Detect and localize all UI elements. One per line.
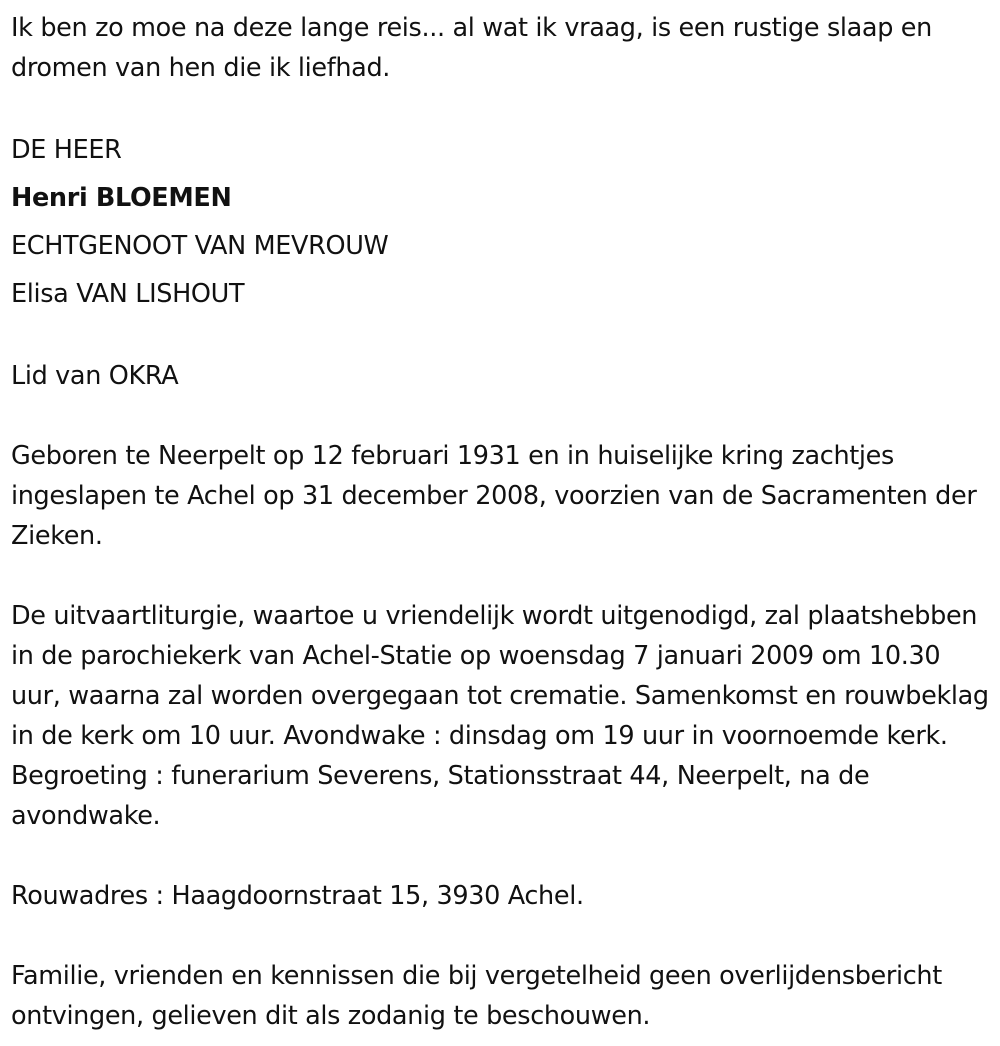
relation-text: ECHTGENOOT VAN MEVROUW: [11, 231, 389, 261]
spacer: [11, 316, 991, 356]
funeral-text: De uitvaartliturgie, waartoe u vriendelijk wordt uitgenodigd, zal plaatshebben in de parochiekerk van Achel-Statie op woensdag 7 januari 2009 om 10.30 uur, waarna zal worden overgegaan tot crematie. Samenkomst en rouwbeklag in de kerk om 10 uur. Avondwake : dinsdag om 19 uur in voornoemde kerk. Begroeting : funerarium Severens, Stationsstraat 44, Neerpelt, na de avondwake.: [11, 601, 989, 831]
spacer: [11, 916, 991, 956]
spacer: [11, 556, 991, 596]
address-text: Rouwadres : Haagdoornstraat 15, 3930 Achel.: [11, 881, 584, 911]
obituary-text: [11, 8, 991, 1036]
birth-death-text: Geboren te Neerpelt op 12 februari 1931 en in huiselijke kring zachtjes ingeslapen te Achel op 31 december 2008, voorzien van de Sacramenten der Zieken.: [11, 441, 977, 551]
closing-text: Familie, vrienden en kennissen die bij vergetelheid geen overlijdensbericht ontvingen, gelieven dit als zodanig te beschouwen.: [11, 961, 942, 1031]
verse-text: Ik ben zo moe na deze lange reis... al wat ik vraag, is een rustige slaap en dromen van hen die ik liefhad.: [11, 13, 932, 83]
deceased-name: Henri BLOEMEN: [11, 183, 232, 213]
spacer: [11, 396, 991, 436]
membership-text: Lid van OKRA: [11, 361, 179, 391]
spouse-name: Elisa VAN LISHOUT: [11, 279, 245, 309]
title-text: DE HEER: [11, 135, 122, 165]
spacer: [11, 88, 991, 128]
deceased-block: [11, 126, 991, 318]
spacer: [11, 836, 991, 876]
